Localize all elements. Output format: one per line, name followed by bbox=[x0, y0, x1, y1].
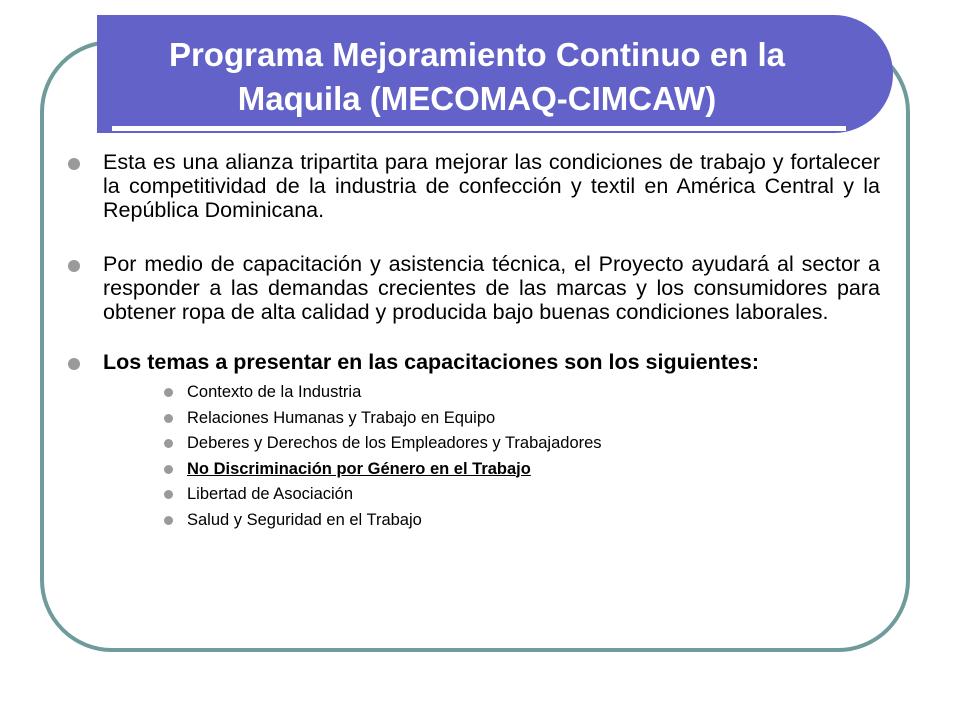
sub-bullet-dot-icon bbox=[164, 516, 173, 525]
title-underline bbox=[112, 126, 846, 131]
bullet-dot-icon bbox=[68, 358, 80, 370]
slide-title bbox=[97, 22, 857, 132]
topic-text: Contexto de la Industria bbox=[187, 383, 362, 401]
bullet-text: Esta es una alianza tripartita para mejorar las condiciones de trabajo y fortalecer la competitividad de la industria de confección y textil en América Central y la República Dominicana. bbox=[103, 150, 880, 222]
sub-bullet-dot-icon bbox=[164, 490, 173, 499]
topic-item bbox=[60, 431, 880, 457]
bullet-topics-intro bbox=[60, 350, 880, 374]
sub-bullet-dot-icon bbox=[164, 465, 173, 474]
topic-item bbox=[60, 508, 880, 534]
topic-text: Relaciones Humanas y Trabajo en Equipo bbox=[187, 408, 496, 427]
topic-text: Deberes y Derechos de los Empleadores y Trabajadores bbox=[187, 434, 602, 452]
topic-item bbox=[60, 406, 880, 432]
topic-text: No Discriminación por Género en el Trabajo bbox=[187, 459, 531, 478]
topic-item-highlighted bbox=[60, 457, 880, 483]
bullet-dot-icon bbox=[68, 158, 80, 170]
sub-bullet-dot-icon bbox=[164, 439, 173, 448]
bullet-text: Por medio de capacitación y asistencia técnica, el Proyecto ayudará al sector a responder a las demandas crecientes de las marcas y los consumidores para obtener ropa de alta calidad y producida bajo buenas condiciones laborales. bbox=[103, 252, 880, 324]
sub-bullet-dot-icon bbox=[164, 388, 173, 397]
bullet-training bbox=[60, 252, 880, 324]
topic-text: Salud y Seguridad en el Trabajo bbox=[187, 510, 422, 529]
bullet-dot-icon bbox=[68, 260, 80, 272]
bullet-alliance bbox=[60, 150, 880, 222]
title-line-1: Programa Mejoramiento Continuo en la bbox=[168, 36, 786, 73]
topic-item bbox=[60, 482, 880, 508]
slide-body bbox=[60, 150, 880, 533]
bullet-text: Los temas a presentar en las capacitaciones son los siguientes: bbox=[103, 350, 760, 374]
topic-item bbox=[60, 380, 880, 406]
topic-text: Libertad de Asociación bbox=[187, 485, 354, 503]
sub-bullet-dot-icon bbox=[164, 414, 173, 423]
title-line-2: Maquila (MECOMAQ-CIMCAW) bbox=[237, 80, 717, 117]
